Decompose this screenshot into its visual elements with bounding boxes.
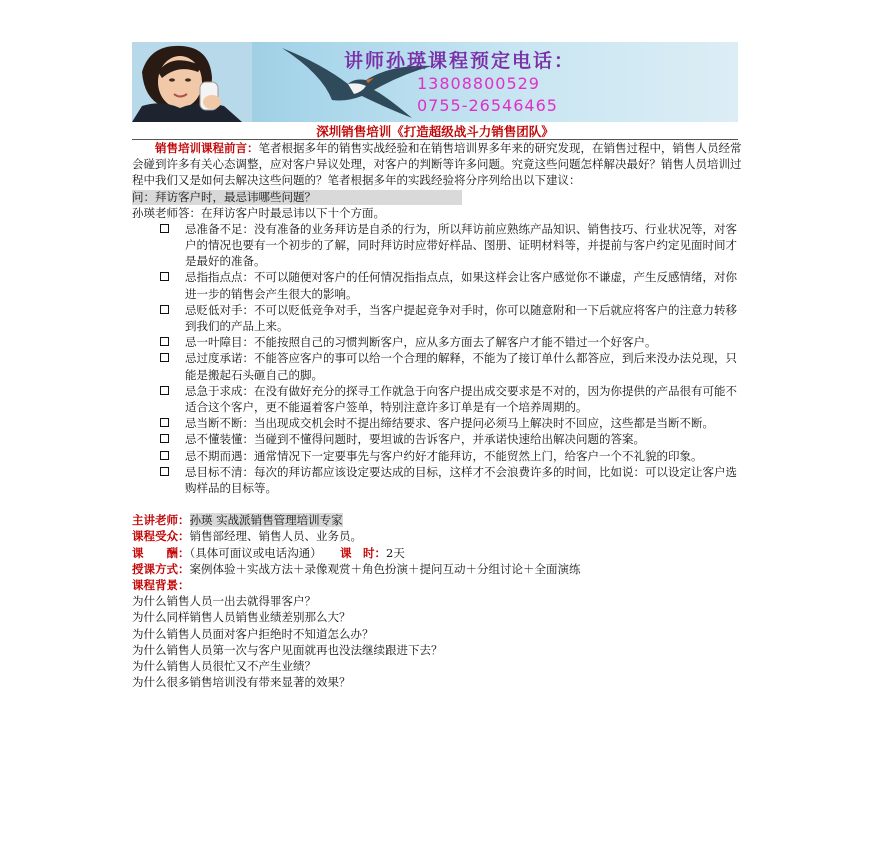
checkbox-bullet-icon xyxy=(160,467,169,476)
checkbox-bullet-icon xyxy=(160,224,169,233)
time-value: 2天 xyxy=(386,545,405,560)
list-item-text: 忌贬低对手：不可以贬低竞争对手，当客户提起竞争对手时，你可以随意附和一下后就应将客户的注意力转移到我们的产品上来。 xyxy=(185,302,737,334)
intro-paragraph xyxy=(132,140,742,189)
banner-title: 讲师孙瑛课程预定电话： xyxy=(344,50,576,72)
list-item-text: 忌指指点点：不可以随便对客户的任何情况指指点点，如果这样会让客户感觉你不谦虚，产生反感情绪，对你进一步的销售会产生很大的影响。 xyxy=(185,270,737,301)
list-item-text: 忌急于求成：在没有做好充分的探寻工作就急于向客户提出成交要求是不对的，因为你提供的产品很有可能不适合这个客户，更不能逼着客户签单，特别注意许多订单是有一个培养周期的。 xyxy=(185,383,737,415)
list-item xyxy=(132,334,742,350)
audience-label: 课程受众： xyxy=(132,529,190,544)
teacher-line xyxy=(132,512,742,528)
fee-label: 课 酬： xyxy=(132,545,190,560)
list-item xyxy=(132,383,742,415)
list-item xyxy=(132,269,742,301)
checkbox-bullet-icon xyxy=(160,353,169,362)
banner-phone-landline: 0755-26546465 xyxy=(417,96,558,115)
background-label: 课程背景： xyxy=(132,578,190,593)
background-question: 为什么销售人员第一次与客户见面就再也没法继续跟进下去？ xyxy=(132,642,443,657)
time-label: 课 时： xyxy=(340,545,387,560)
checkbox-bullet-icon xyxy=(160,451,169,460)
list-item-text: 忌准备不足：没有准备的业务拜访是自杀的行为，所以拜访前应熟练产品知识、销售技巧、行业状况等，对客户的情况也要有一个初步的了解，同时拜访时应带好样品、图册、证明材料等，并提前与客户约定见面时间才是最好的准备。 xyxy=(185,221,737,269)
method-line xyxy=(132,561,742,577)
list-item-text: 忌不懂装懂：当碰到不懂得问题时，要坦诚的告诉客户，并承诺快速给出解决问题的答案。 xyxy=(185,432,645,447)
checkbox-bullet-icon xyxy=(160,337,169,346)
checkbox-bullet-icon xyxy=(160,272,169,281)
taboo-list xyxy=(132,221,742,496)
checkbox-bullet-icon xyxy=(160,305,169,314)
answer-intro: 孙瑛老师答：在拜访客户时最忌讳以下十个方面。 xyxy=(132,205,385,220)
document-title: 深圳销售培训《打造超级战斗力销售团队》 xyxy=(132,124,738,140)
list-item xyxy=(132,431,742,447)
list-item-text: 忌一叶障目：不能按照自己的习惯判断客户，应从多方面去了解客户才能不错过一个好客户。 xyxy=(185,335,657,350)
method-label: 授课方式： xyxy=(132,561,190,576)
list-item-text: 忌不期而遇：通常情况下一定要事先与客户约好才能拜访，不能贸然上门，给客户一个不礼貌的印象。 xyxy=(185,448,703,463)
fee-line xyxy=(132,545,742,561)
background-question: 为什么销售人员面对客户拒绝时不知道怎么办？ xyxy=(132,626,374,641)
header-banner xyxy=(132,42,738,122)
list-item xyxy=(132,221,742,270)
list-item-text: 忌目标不清：每次的拜访都应该设定要达成的目标，这样才不会浪费许多的时间，比如说：可以设定让客户选购样品的目标等。 xyxy=(185,464,737,496)
background-question: 为什么销售人员很忙又不产生业绩？ xyxy=(132,659,316,674)
checkbox-bullet-icon xyxy=(160,434,169,443)
method-value: 案例体验＋实战方法＋录像观赏＋角色扮演＋提问互动＋分组讨论＋全面演练 xyxy=(189,561,581,576)
banner-phone-mobile: 13808800529 xyxy=(417,74,540,93)
question-heading: 问：拜访客户时，最忌讳哪些问题？ xyxy=(132,190,462,205)
background-question: 为什么同样销售人员销售业绩差别那么大？ xyxy=(132,610,351,625)
audience-line xyxy=(132,528,742,544)
checkbox-bullet-icon xyxy=(160,418,169,427)
teacher-label: 主讲老师： xyxy=(132,513,190,528)
woman-on-phone-image xyxy=(132,42,252,122)
list-item-text: 忌过度承诺：不能答应客户的事可以给一个合理的解释，不能为了接订单什么都答应，到后来没办法兑现，只能是搬起石头砸自己的脚。 xyxy=(185,351,737,382)
intro-label: 销售培训课程前言： xyxy=(155,141,259,155)
fee-value: （具体可面议或电话沟通） xyxy=(189,545,322,560)
list-item-text: 忌当断不断：当出现成交机会时不提出缔结要求、客户提问必须马上解决时不回应，这些都是当断不断。 xyxy=(185,416,714,431)
intro-text: 笔者根据多年的销售实战经验和在销售培训界多年来的研究发现，在销售过程中，销售人员经常会碰到许多有关心态调整，应对客户异议处理，对客户的判断等许多问题。究竟这些问题怎样解决最好？销售人员培训过程中我们又是如何去解决这些问题的？笔者根据多年的实践经验将分序列给出以下建议： xyxy=(132,141,742,188)
list-item xyxy=(132,448,742,464)
blank-line xyxy=(132,496,742,512)
checkbox-bullet-icon xyxy=(160,386,169,395)
teacher-value: 孙瑛 实战派销售管理培训专家 xyxy=(189,513,343,528)
list-item xyxy=(132,415,742,431)
background-question: 为什么销售人员一出去就得罪客户？ xyxy=(132,594,316,609)
background-question: 为什么很多销售培训没有带来显著的效果？ xyxy=(132,675,351,690)
list-item xyxy=(132,350,742,382)
list-item xyxy=(132,464,742,496)
background-heading xyxy=(132,577,742,593)
audience-value: 销售部经理、销售人员、业务员。 xyxy=(189,529,362,544)
list-item xyxy=(132,302,742,334)
document-page xyxy=(132,42,742,691)
